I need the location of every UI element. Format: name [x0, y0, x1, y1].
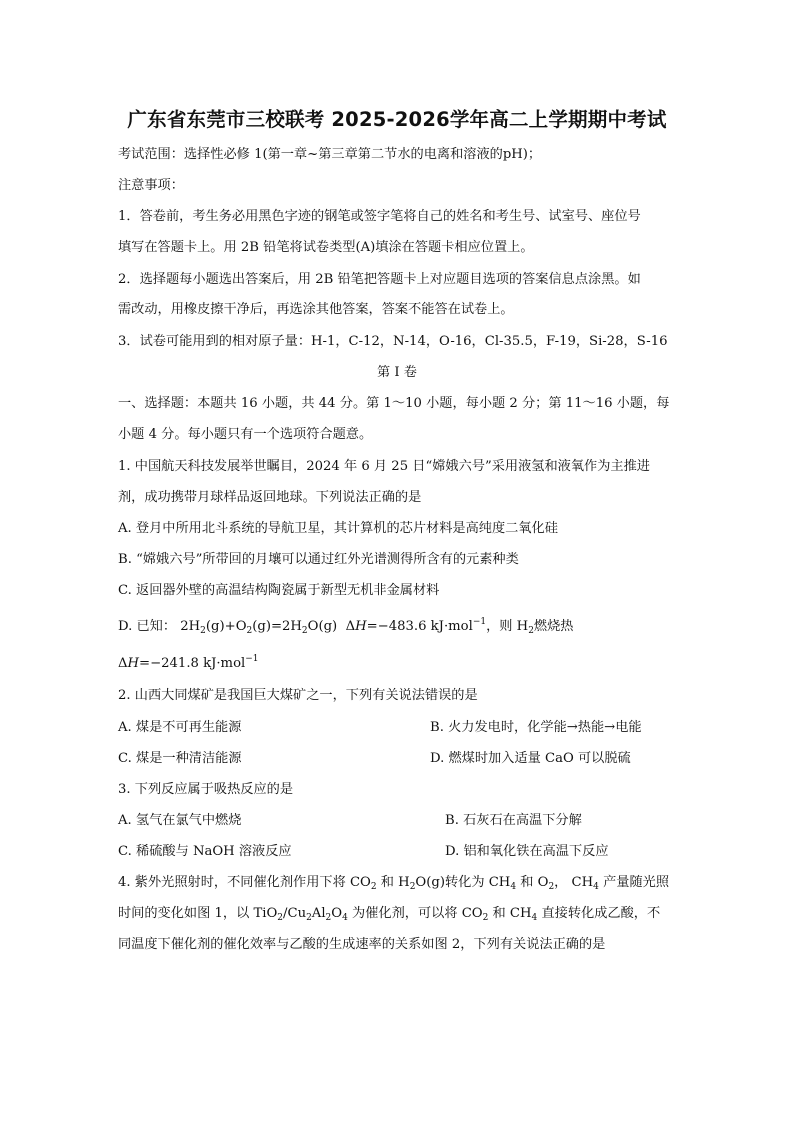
- question-2-option-b: B. 火力发电时，化学能→热能→电能: [430, 720, 642, 735]
- option-d-prefix: D. 已知：: [118, 619, 177, 634]
- question-2-option-a: A. 煤是不可再生能源: [118, 720, 242, 735]
- question-3-option-a: A. 氢气在氯气中燃烧: [118, 813, 242, 828]
- question-3-option-d: D. 铝和氧化铁在高温下反应: [445, 844, 609, 859]
- combustion-heat-value: ΔH=−241.8 kJ·mol$^{-1}$: [118, 654, 259, 671]
- question-3-option-b: B. 石灰石在高温下分解: [445, 813, 582, 828]
- question-1-stem-line-1: 1. 中国航天科技发展举世瞩目，2024 年 6 月 25 日“嫦娥六号”采用液氢和液氧作为主推进: [118, 459, 650, 474]
- question-4-stem-line-3: 同温度下催化剂的催化效率与乙酸的生成速率的关系如图 2，下列有关说法正确的是: [118, 937, 606, 952]
- note-2-line-2: 需改动，用橡皮擦干净后，再选涂其他答案，答案不能答在试卷上。: [118, 302, 514, 317]
- question-1-option-b: B. “嫦娥六号”所带回的月壤可以通过红外光谱测得所含有的元素种类: [118, 552, 519, 567]
- question-3-option-c: C. 稀硫酸与 NaOH 溶液反应: [118, 844, 292, 859]
- hydrogen-formula: $H_2$: [516, 619, 534, 636]
- section-1-line-2: 小题 4 分。每小题只有一个选项符合题意。: [118, 427, 373, 442]
- question-1-option-d: [118, 617, 573, 637]
- note-3: 3．试卷可能用到的相对原子量：H-1，C-12，N-14，O-16，Cl-35.5，F-19，Si-28，S-16: [118, 334, 668, 349]
- question-4-stem-line-2: 时间的变化如图 1，以 $TiO_2/Cu_2Al_2O_4$ 为催化剂，可以将 $CO_2$ 和 $CH_4$ 直接转化成乙酸，不: [118, 906, 661, 923]
- notes-heading: 注意事项：: [118, 178, 184, 193]
- question-1-option-c: C. 返回器外壁的高温结构陶瓷属于新型无机非金属材料: [118, 583, 440, 598]
- exam-title: 广东省东莞市三校联考 2025-2026学年高二上学期期中考试: [127, 108, 667, 131]
- volume-heading: 第 I 卷: [377, 365, 417, 380]
- question-2-stem: 2. 山西大同煤矿是我国巨大煤矿之一，下列有关说法错误的是: [118, 688, 478, 703]
- question-2-option-d: D. 燃煤时加入适量 CaO 可以脱硫: [430, 751, 631, 766]
- question-1-option-a: A. 登月中所用北斗系统的导航卫星，其计算机的芯片材料是高纯度二氧化硅: [118, 521, 558, 536]
- option-d-end: 燃烧热: [533, 619, 574, 634]
- note-2-line-1: 2．选择题每小题选出答案后，用 2B 铅笔把答题卡上对应题目选项的答案信息点涂黑。如: [118, 272, 641, 287]
- question-1-stem-line-2: 剂，成功携带月球样品返回地球。下列说法正确的是: [118, 490, 422, 505]
- reaction-equation: $2H_2(g)+O_2(g)=2H_2O(g)$ ΔH=−483.6 kJ·mol$^{-1}$: [180, 617, 487, 636]
- question-4-stem-line-1: 4. 紫外光照射时，不同催化剂作用下将 $CO_2$ 和 $H_2O(g)$转化为 $CH_4$ 和 $O_2$， $CH_4$ 产量随光照: [118, 875, 670, 892]
- exam-scope: 考试范围：选择性必修 1(第一章~第三章第二节水的电离和溶液的pH)；: [118, 147, 542, 162]
- note-1-line-1: 1．答卷前，考生务必用黑色字迹的钢笔或签字笔将自己的姓名和考生号、试室号、座位号: [118, 209, 641, 224]
- question-2-option-c: C. 煤是一种清洁能源: [118, 751, 242, 766]
- question-3-stem: 3. 下列反应属于吸热反应的是: [118, 782, 294, 797]
- option-d-suffix: ，则: [486, 619, 513, 634]
- note-1-line-2: 填写在答题卡上。用 2B 铅笔将试卷类型(A)填涂在答题卡相应位置上。: [118, 240, 534, 255]
- section-1-line-1: 一、选择题：本题共 16 小题，共 44 分。第 1～10 小题，每小题 2 分；第 11～16 小题，每: [118, 396, 670, 411]
